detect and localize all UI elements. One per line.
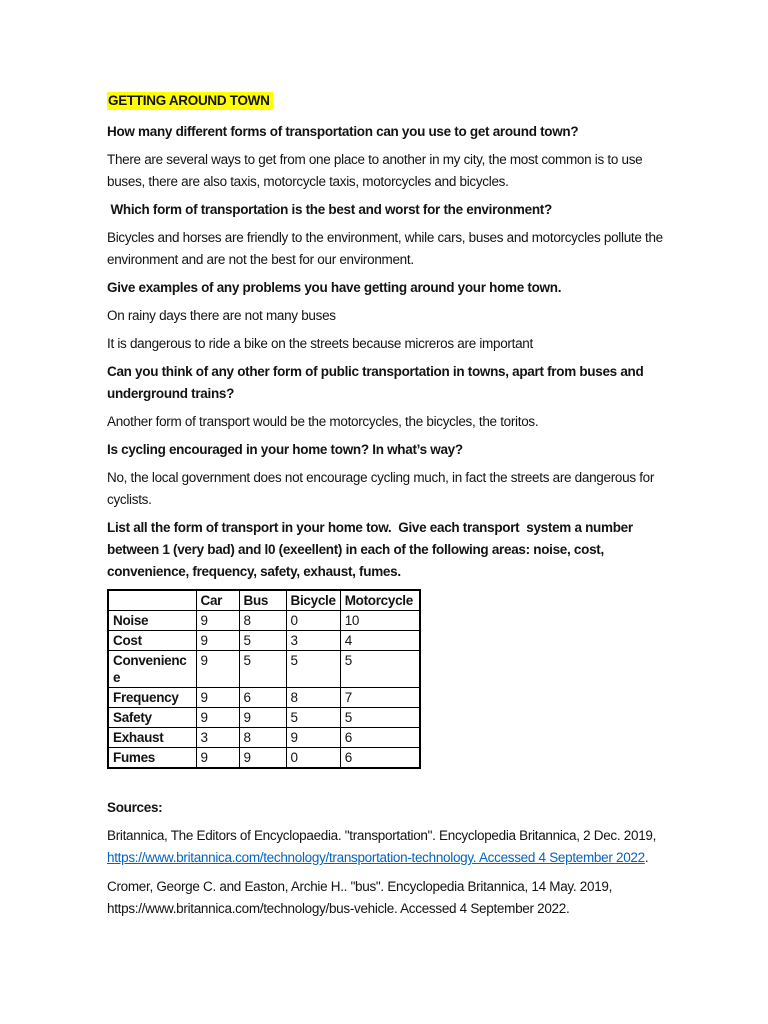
table-cell: 5 <box>340 651 420 688</box>
row-label: Exhaust <box>108 728 196 748</box>
answer-3: On rainy days there are not many buses <box>107 308 336 323</box>
column-header-bicycle: Bicycle <box>286 590 340 611</box>
column-header-car: Car <box>196 590 239 611</box>
table-cell: 9 <box>286 728 340 748</box>
citation-1-period: . <box>644 850 649 865</box>
answer-2: Bicycles and horses are friendly to the environment, while cars, buses and motorcycles pollute the environment and are not the best for our environment. <box>107 230 667 267</box>
table-row <box>108 728 420 748</box>
table-cell: 8 <box>239 611 286 631</box>
table-cell: 0 <box>286 748 340 769</box>
table-cell: 5 <box>286 708 340 728</box>
answer-1: There are several ways to get from one place to another in my city, the most common is to use buses, there are also taxis, motorcycle taxis, motorcycles and bicycles. <box>107 152 646 189</box>
table-cell: 6 <box>239 688 286 708</box>
question-4: Can you think of any other form of public transportation in towns, apart from buses and underground trains? <box>107 364 647 401</box>
table-cell: 5 <box>239 631 286 651</box>
row-label: Noise <box>108 611 196 631</box>
row-label: Frequency <box>108 688 196 708</box>
table-row <box>108 631 420 651</box>
table-cell: 9 <box>196 688 239 708</box>
citation-1 <box>107 825 668 869</box>
question-2: Which form of transportation is the best and worst for the environment? <box>107 202 552 217</box>
table-row <box>108 611 420 631</box>
question-6: List all the form of transport in your home tow. Give each transport system a number between 1 (very bad) and l0 (exeellent) in each of the following areas: noise, cost, convenience, frequency, safety, exhaust, fumes. <box>107 520 637 579</box>
question-3: Give examples of any problems you have getting around your home town. <box>107 280 562 295</box>
table-row <box>108 708 420 728</box>
table-cell: 9 <box>239 708 286 728</box>
table-cell: 3 <box>196 728 239 748</box>
question-5: Is cycling encouraged in your home town? In what’s way? <box>107 442 463 457</box>
citation-1-text: Britannica, The Editors of Encyclopaedia. "transportation". Encyclopedia Britannica, 2 Dec. 2019, <box>107 828 660 843</box>
table-cell: 9 <box>196 631 239 651</box>
row-label: Cost <box>108 631 196 651</box>
table-cell: 3 <box>286 631 340 651</box>
row-label: Convenience <box>108 651 196 688</box>
table-row <box>108 688 420 708</box>
answer-4: It is dangerous to ride a bike on the streets because micreros are important <box>107 336 533 351</box>
page-title <box>107 90 668 112</box>
answer-5: Another form of transport would be the motorcycles, the bicycles, the toritos. <box>107 414 539 429</box>
table-cell: 0 <box>286 611 340 631</box>
table-row <box>108 748 420 769</box>
table-cell: 7 <box>340 688 420 708</box>
table-row <box>108 651 420 688</box>
table-header-row <box>108 590 420 611</box>
row-label: Safety <box>108 708 196 728</box>
title-highlight: GETTING AROUND TOWN <box>107 92 273 110</box>
table-cell: 6 <box>340 748 420 769</box>
table-cell: 5 <box>286 651 340 688</box>
question-1: How many different forms of transportation can you use to get around town? <box>107 124 579 139</box>
table-cell: 6 <box>340 728 420 748</box>
table-cell: 5 <box>239 651 286 688</box>
table-cell: 9 <box>239 748 286 769</box>
answer-6: No, the local government does not encourage cycling much, in fact the streets are dangerous for cyclists. <box>107 470 658 507</box>
citation-2: Cromer, George C. and Easton, Archie H.. "bus". Encyclopedia Britannica, 14 May. 2019, https://www.britannica.com/technology/bus-vehicle. Accessed 4 September 2022. <box>107 879 616 916</box>
table-cell: 4 <box>340 631 420 651</box>
table-cell: 9 <box>196 651 239 688</box>
sources-heading: Sources: <box>107 800 163 815</box>
table-cell: 8 <box>239 728 286 748</box>
table-cell: 9 <box>196 708 239 728</box>
table-cell: 5 <box>340 708 420 728</box>
table-cell: 10 <box>340 611 420 631</box>
column-header-blank <box>108 590 196 611</box>
column-header-bus: Bus <box>239 590 286 611</box>
row-label: Fumes <box>108 748 196 769</box>
transport-rating-table <box>107 589 421 769</box>
citation-1-link[interactable]: https://www.britannica.com/technology/transportation-technology. Accessed 4 September 2022 <box>107 850 645 865</box>
table-cell: 8 <box>286 688 340 708</box>
table-cell: 9 <box>196 748 239 769</box>
column-header-motorcycle: Motorcycle <box>340 590 420 611</box>
table-cell: 9 <box>196 611 239 631</box>
